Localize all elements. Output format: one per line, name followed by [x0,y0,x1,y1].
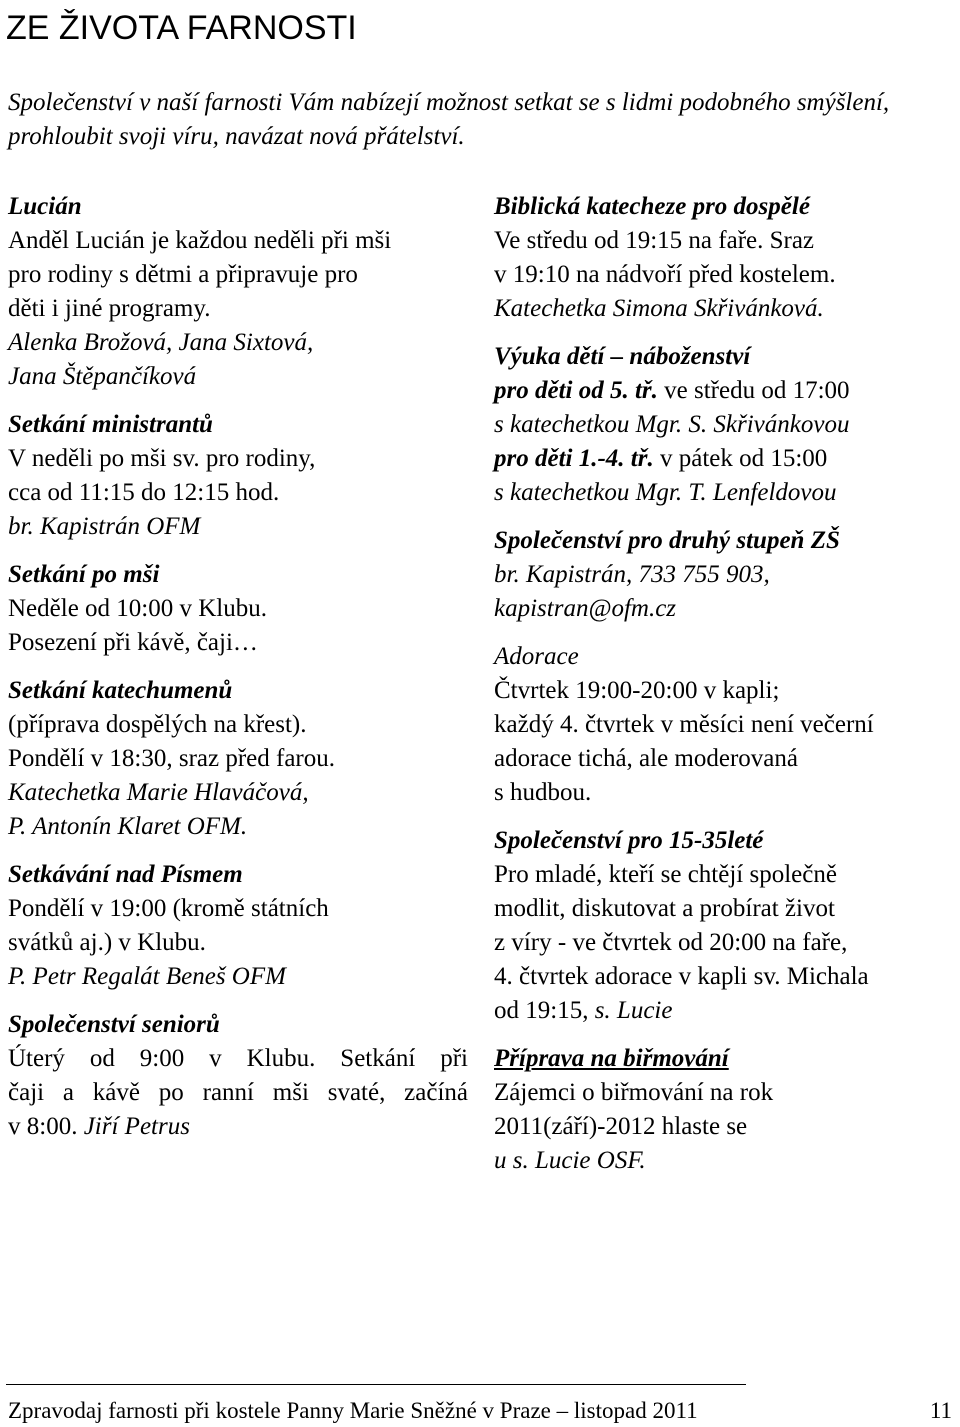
section-line: 4. čtvrtek adorace v kapli sv. Michala [494,963,869,990]
section-birmovani [494,1042,954,1178]
section-adorace [494,640,954,810]
section-contact: br. Kapistrán OFM [8,513,201,540]
section-mladi [494,824,954,1028]
section-contact: P. Antonín Klaret OFM. [8,813,248,840]
section-contact: P. Petr Regalát Beneš OFM [8,963,286,990]
section-line-text: od 19:15, [494,997,589,1024]
section-line-text: ve středu od 17:00 [657,377,850,404]
right-column [494,190,954,1192]
section-line: Pondělí v 19:00 (kromě státních [8,895,329,922]
section-contact: s katechetkou Mgr. S. Skřivánkovou [494,411,850,438]
section-line: z víry - ve čtvrtek od 20:00 na faře, [494,929,848,956]
section-contact: Katechetka Simona Skřivánková. [494,295,824,322]
section-line: V neděli po mši sv. pro rodiny, [8,445,316,472]
section-heading: Setkání po mši [8,561,160,588]
section-line [494,442,954,476]
left-column [8,190,468,1158]
section-line: cca od 11:15 do 12:15 hod. [8,479,280,506]
group-label: pro děti od 5. tř. [494,377,658,404]
section-line: v 19:10 na nádvoří před kostelem. [494,261,836,288]
section-heading: Společenství seniorů [8,1011,220,1038]
page-title: ZE ŽIVOTA FARNOSTI [6,9,357,47]
section-line: pro rodiny s dětmi a připravuje pro [8,261,358,288]
section-heading: Výuka dětí – náboženství [494,343,751,370]
section-ministranti [8,408,468,544]
section-line [494,374,954,408]
section-heading: Příprava na biřmování [494,1045,729,1072]
section-contact: Alenka Brožová, Jana Sixtová, [8,329,314,356]
section-line: Zájemci o biřmování na rok [494,1079,774,1106]
section-line: Pro mladé, kteří se chtějí společně [494,861,837,888]
section-line: modlit, diskutovat a probírat život [494,895,835,922]
section-heading: Společenství pro 15-35leté [494,827,764,854]
group-label: pro děti 1.-4. tř. [494,445,654,472]
section-po-msi [8,558,468,660]
section-line: 2011(září)-2012 hlaste se [494,1113,748,1140]
section-line-text: v pátek od 15:00 [653,445,828,472]
section-line: Ve středu od 19:15 na faře. Sraz [494,227,815,254]
section-line: s hudbou. [494,779,592,806]
section-seniori [8,1008,468,1144]
section-line: Anděl Lucián je každou neděli při mši [8,227,392,254]
section-contact: Jana Štěpančíková [8,363,197,390]
section-heading: Setkání ministrantů [8,411,213,438]
section-line: Posezení při kávě, čaji… [8,629,258,656]
section-line: svátků aj.) v Klubu. [8,929,206,956]
section-lucian [8,190,468,394]
section-druhy-stupen [494,524,954,626]
section-contact: Katechetka Marie Hlaváčová, [8,779,309,806]
section-line: (příprava dospělých na křest). [8,711,307,738]
section-heading: Společenství pro druhý stupeň ZŠ [494,527,840,554]
section-contact: Jiří Petrus [83,1113,190,1140]
section-email: kapistran@ofm.cz [494,595,677,622]
section-line [8,1110,468,1144]
section-line: Čtvrtek 19:00-20:00 v kapli; [494,677,780,704]
section-heading: Setkávání nad Písmem [8,861,243,888]
section-vyuka-deti [494,340,954,510]
section-line: čaji a kávě po ranní mši svaté, začíná [8,1079,468,1106]
section-pismo [8,858,468,994]
section-line: Neděle od 10:00 v Klubu. [8,595,267,622]
section-contact: s katechetkou Mgr. T. Lenfeldovou [494,479,837,506]
section-contact: br. Kapistrán, 733 755 903, [494,561,770,588]
section-line: Úterý od 9:00 v Klubu. Setkání při [8,1045,468,1072]
section-line: adorace tichá, ale moderovaná [494,745,798,772]
section-heading: Adorace [494,643,579,670]
section-katechumeni [8,674,468,844]
footer-rule [6,1384,746,1385]
section-line: každý 4. čtvrtek v měsíci není večerní [494,711,874,738]
footer-text: Zpravodaj farnosti při kostele Panny Marie Sněžné v Praze – listopad 2011 [8,1398,698,1423]
section-line: Pondělí v 18:30, sraz před farou. [8,745,336,772]
section-line: děti i jiné programy. [8,295,211,322]
section-heading: Lucián [8,193,82,220]
section-line [494,994,954,1028]
page-number: 11 [929,1398,952,1423]
section-heading: Biblická katecheze pro dospělé [494,193,810,220]
intro-paragraph: Společenství v naší farnosti Vám nabízejí možnost setkat se s lidmi podobného smýšlení, prohloubit svoji víru, navázat nová přátelství. [8,89,890,150]
section-contact: u s. Lucie OSF. [494,1147,646,1174]
section-line-text: v 8:00. [8,1113,78,1140]
section-contact: s. Lucie [588,997,673,1024]
section-biblicka-katecheze [494,190,954,326]
page-header [6,4,954,54]
section-heading: Setkání katechumenů [8,677,233,704]
